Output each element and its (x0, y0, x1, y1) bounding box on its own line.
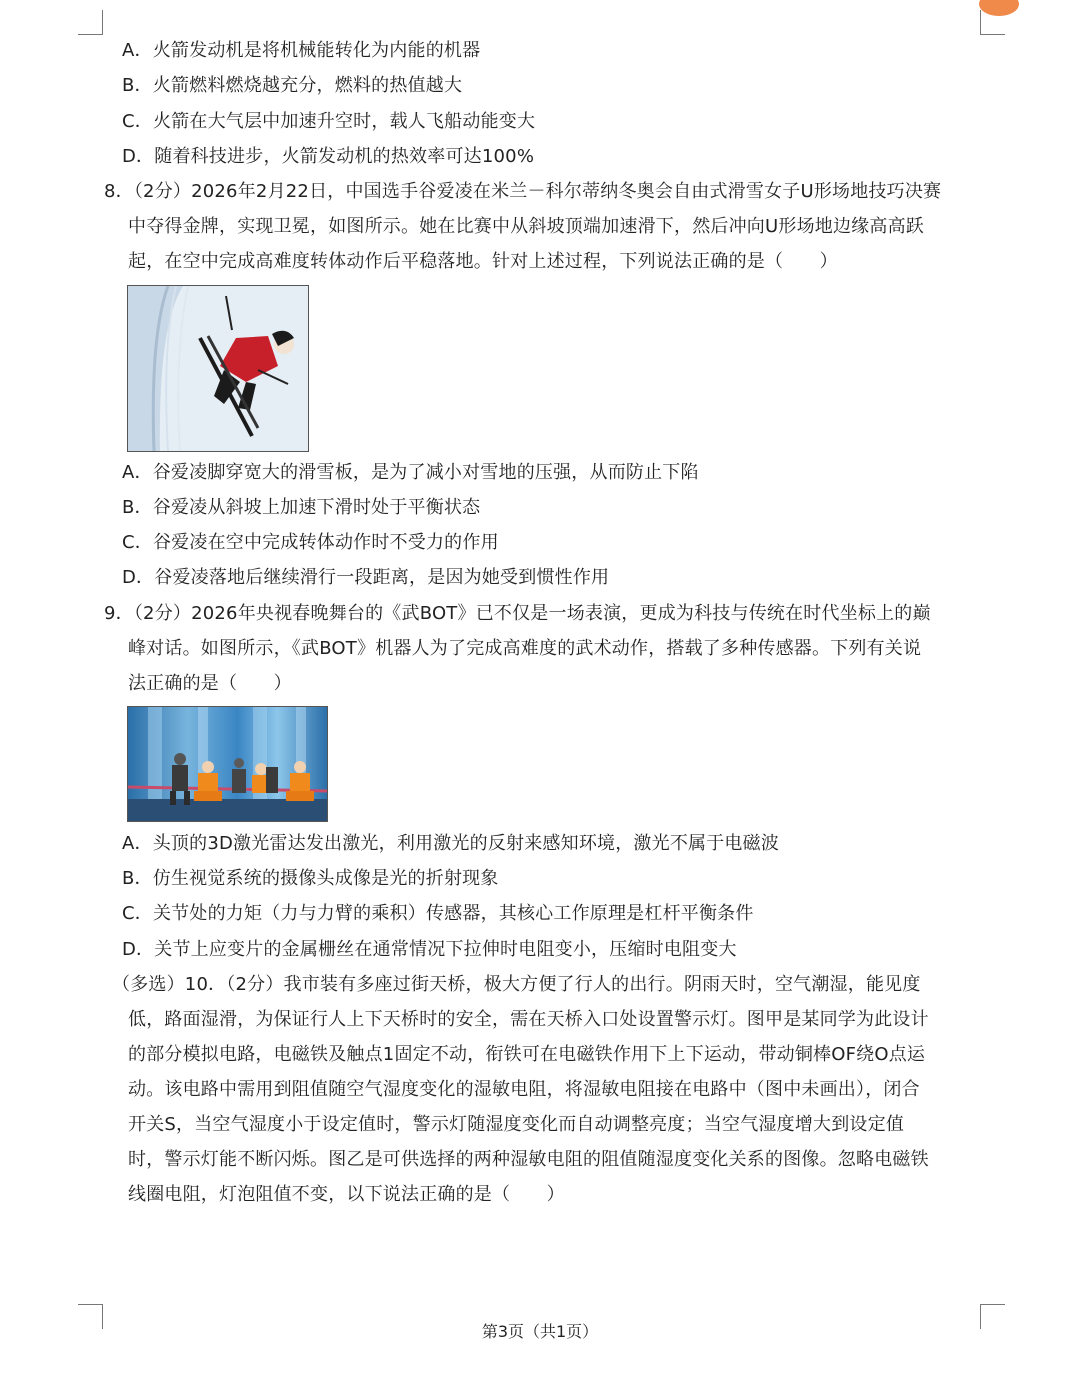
q7-option-b: B．火箭燃料燃烧越充分，燃料的热值越大 (122, 75, 463, 96)
q7-option-c: C．火箭在大气层中加速升空时，载人飞船动能变大 (122, 111, 536, 132)
q9-option-c: C．关节处的力矩（力与力臂的乘积）传感器，其核心工作原理是杠杆平衡条件 (122, 903, 754, 924)
q9-option-a: A．头顶的3D激光雷达发出激光，利用激光的反射来感知环境，激光不属于电磁波 (122, 833, 780, 854)
q10-stem-line-6: 时，警示灯能不断闪烁。图乙是可供选择的两种湿敏电阻的阻值随湿度变化关系的图像。忽略电磁铁 (128, 1149, 929, 1170)
q10-stem-line-3: 的部分模拟电路，电磁铁及触点1固定不动，衔铁可在电磁铁作用下上下运动，带动铜棒OF绕O点运 (128, 1044, 926, 1065)
q7-option-d: D．随着科技进步，火箭发动机的热效率可达100% (122, 146, 535, 167)
q10-stem-line-1: （多选）10．（2分）我市装有多座过街天桥，极大方便了行人的出行。阴雨天时，空气潮湿，能见度 (112, 974, 921, 995)
q8-stem-line-1: 8．（2分）2026年2月22日，中国选手谷爱凌在米兰－科尔蒂纳冬奥会自由式滑雪女子U形场地技巧决赛 (104, 181, 942, 202)
q8-option-a: A．谷爱凌脚穿宽大的滑雪板，是为了减小对雪地的压强，从而防止下陷 (122, 462, 699, 483)
q8-stem-line-3: 起，在空中完成高难度转体动作后平稳落地。针对上述过程，下列说法正确的是（ ） (128, 251, 838, 272)
skier-photo (127, 285, 309, 452)
q8-option-d: D．谷爱凌落地后继续滑行一段距离，是因为她受到惯性作用 (122, 567, 610, 588)
q8-option-b: B．谷爱凌从斜坡上加速下滑时处于平衡状态 (122, 497, 481, 518)
q8-stem-line-2: 中夺得金牌，实现卫冕，如图所示。她在比赛中从斜坡顶端加速滑下，然后冲向U形场地边缘高高跃 (128, 216, 924, 237)
q9-stem-line-2: 峰对话。如图所示，《武BOT》机器人为了完成高难度的武术动作，搭载了多种传感器。下列有关说 (128, 638, 922, 659)
q9-stem-line-3: 法正确的是（ ） (128, 673, 292, 694)
q10-stem-line-4: 动。该电路中需用到阻值随空气湿度变化的湿敏电阻，将湿敏电阻接在电路中（图中未画出），闭合 (128, 1079, 920, 1100)
q9-stem-line-1: 9．（2分）2026年央视春晚舞台的《武BOT》已不仅是一场表演，更成为科技与传统在时代坐标上的巅 (104, 603, 931, 624)
page-footer: 第3页（共1页） (481, 1322, 599, 1341)
robot-stage-photo (127, 706, 328, 822)
q10-stem-line-2: 低，路面湿滑，为保证行人上下天桥时的安全，需在天桥入口处设置警示灯。图甲是某同学为此设计 (128, 1009, 929, 1030)
q9-option-b: B．仿生视觉系统的摄像头成像是光的折射现象 (122, 868, 499, 889)
q7-option-a: A．火箭发动机是将机械能转化为内能的机器 (122, 40, 481, 61)
q10-stem-line-7: 线圈电阻，灯泡阻值不变，以下说法正确的是（ ） (128, 1184, 565, 1205)
q8-option-c: C．谷爱凌在空中完成转体动作时不受力的作用 (122, 532, 499, 553)
corner-badge (979, 0, 1019, 16)
robot-stage-illustration (128, 707, 327, 821)
q10-stem-line-5: 开关S，当空气湿度小于设定值时，警示灯随湿度变化而自动调整亮度；当空气湿度增大到设定值 (128, 1114, 905, 1135)
q9-option-d: D．关节上应变片的金属栅丝在通常情况下拉伸时电阻变小，压缩时电阻变大 (122, 939, 737, 960)
crop-mark-top-right (980, 10, 1005, 35)
crop-mark-top-left (78, 10, 103, 35)
skier-illustration (128, 286, 308, 451)
